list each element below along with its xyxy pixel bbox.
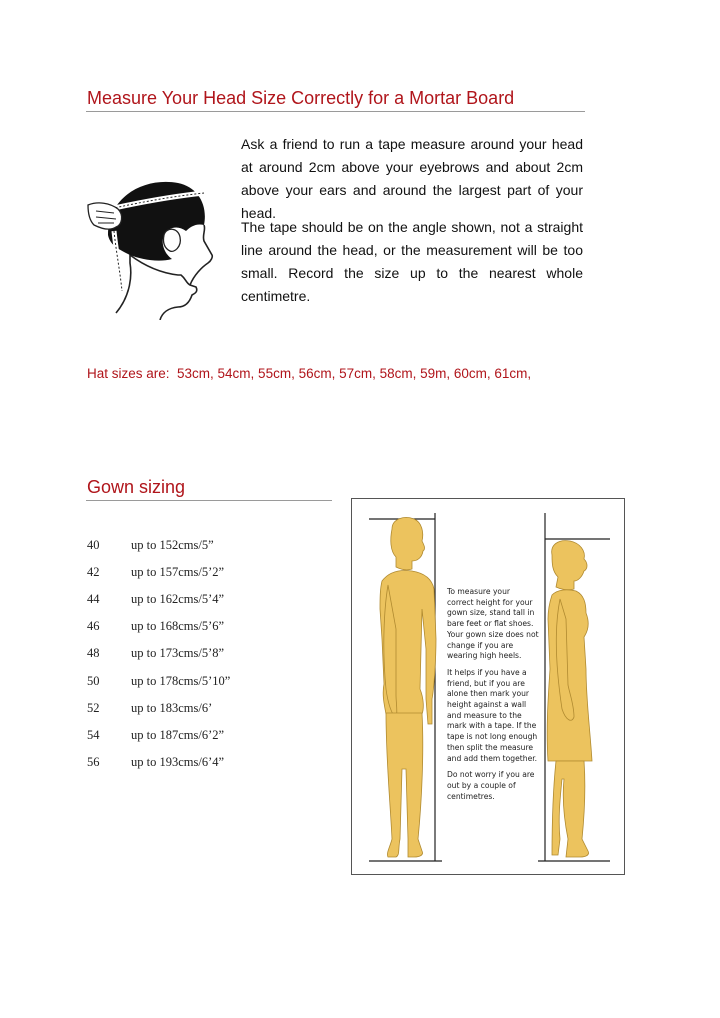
gown-size-value: 50 [87,673,100,688]
head-instructions-paragraph-1: Ask a friend to run a tape measure around your head at around 2cm above your eyebrows and about 2cm above your ears and around the largest part of your head. [241,136,583,221]
gown-size-value: 40 [87,538,100,553]
head-profile-with-tape-measure-icon [86,175,221,320]
gown-height-value: up to 157cms/5’2” [131,565,225,580]
height-measuring-instructions [447,587,539,808]
gown-height-value: up to 168cms/5’6” [131,619,225,634]
gown-size-row [87,559,230,586]
gown-size-row [87,640,230,667]
gown-size-row [87,613,230,640]
gown-height-value: up to 152cms/5” [131,538,214,553]
gown-size-row [87,722,230,749]
gown-size-value: 54 [87,727,100,742]
gown-size-value: 48 [87,646,100,661]
gown-size-table [87,532,230,776]
gown-section-title: Gown sizing [87,477,186,497]
gown-size-row [87,532,230,559]
gown-size-row [87,586,230,613]
man-silhouette-icon [380,517,436,857]
gown-title-rule [86,500,332,501]
head-section-title: Measure Your Head Size Correctly for a Mortar Board [87,88,515,108]
gown-height-value: up to 178cms/5’10” [131,673,231,688]
figure-instruction-3: Do not worry if you are out by a couple of centimetres. [447,770,535,801]
gown-size-value: 42 [87,565,100,580]
hat-sizes-list: Hat sizes are: 53cm, 54cm, 55cm, 56cm, 57cm, 58cm, 59m, 60cm, 61cm, [87,366,532,381]
gown-height-value: up to 173cms/5’8” [131,646,225,661]
gown-height-value: up to 162cms/5’4” [131,592,225,607]
gown-height-value: up to 193cms/6’4” [131,754,225,769]
gown-size-value: 44 [87,592,100,607]
gown-size-value: 46 [87,619,100,634]
figure-instruction-2: It helps if you have a friend, but if you are alone then mark your height against a wall and measure to the mark with a tape. If the tape is not long enough then split the measure and add them together. [447,667,538,763]
head-instructions-paragraph-2: The tape should be on the angle shown, not a straight line around the head, or the measurement will be too small. Record the size up to the nearest whole centimetre. [241,219,583,304]
gown-size-row [87,695,230,722]
gown-size-value: 56 [87,754,100,769]
gown-size-value: 52 [87,700,100,715]
height-measuring-figure [351,498,625,875]
gown-size-row [87,667,230,694]
head-title-rule [86,111,585,112]
gown-height-value: up to 183cms/6’ [131,700,213,715]
figure-instruction-1: To measure your correct height for your gown size, stand tall in bare feet or flat shoes. Your gown size does not change if you are wearing high heels. [447,587,539,661]
woman-silhouette-icon [547,541,592,857]
gown-height-value: up to 187cms/6’2” [131,727,225,742]
gown-size-row [87,749,230,776]
